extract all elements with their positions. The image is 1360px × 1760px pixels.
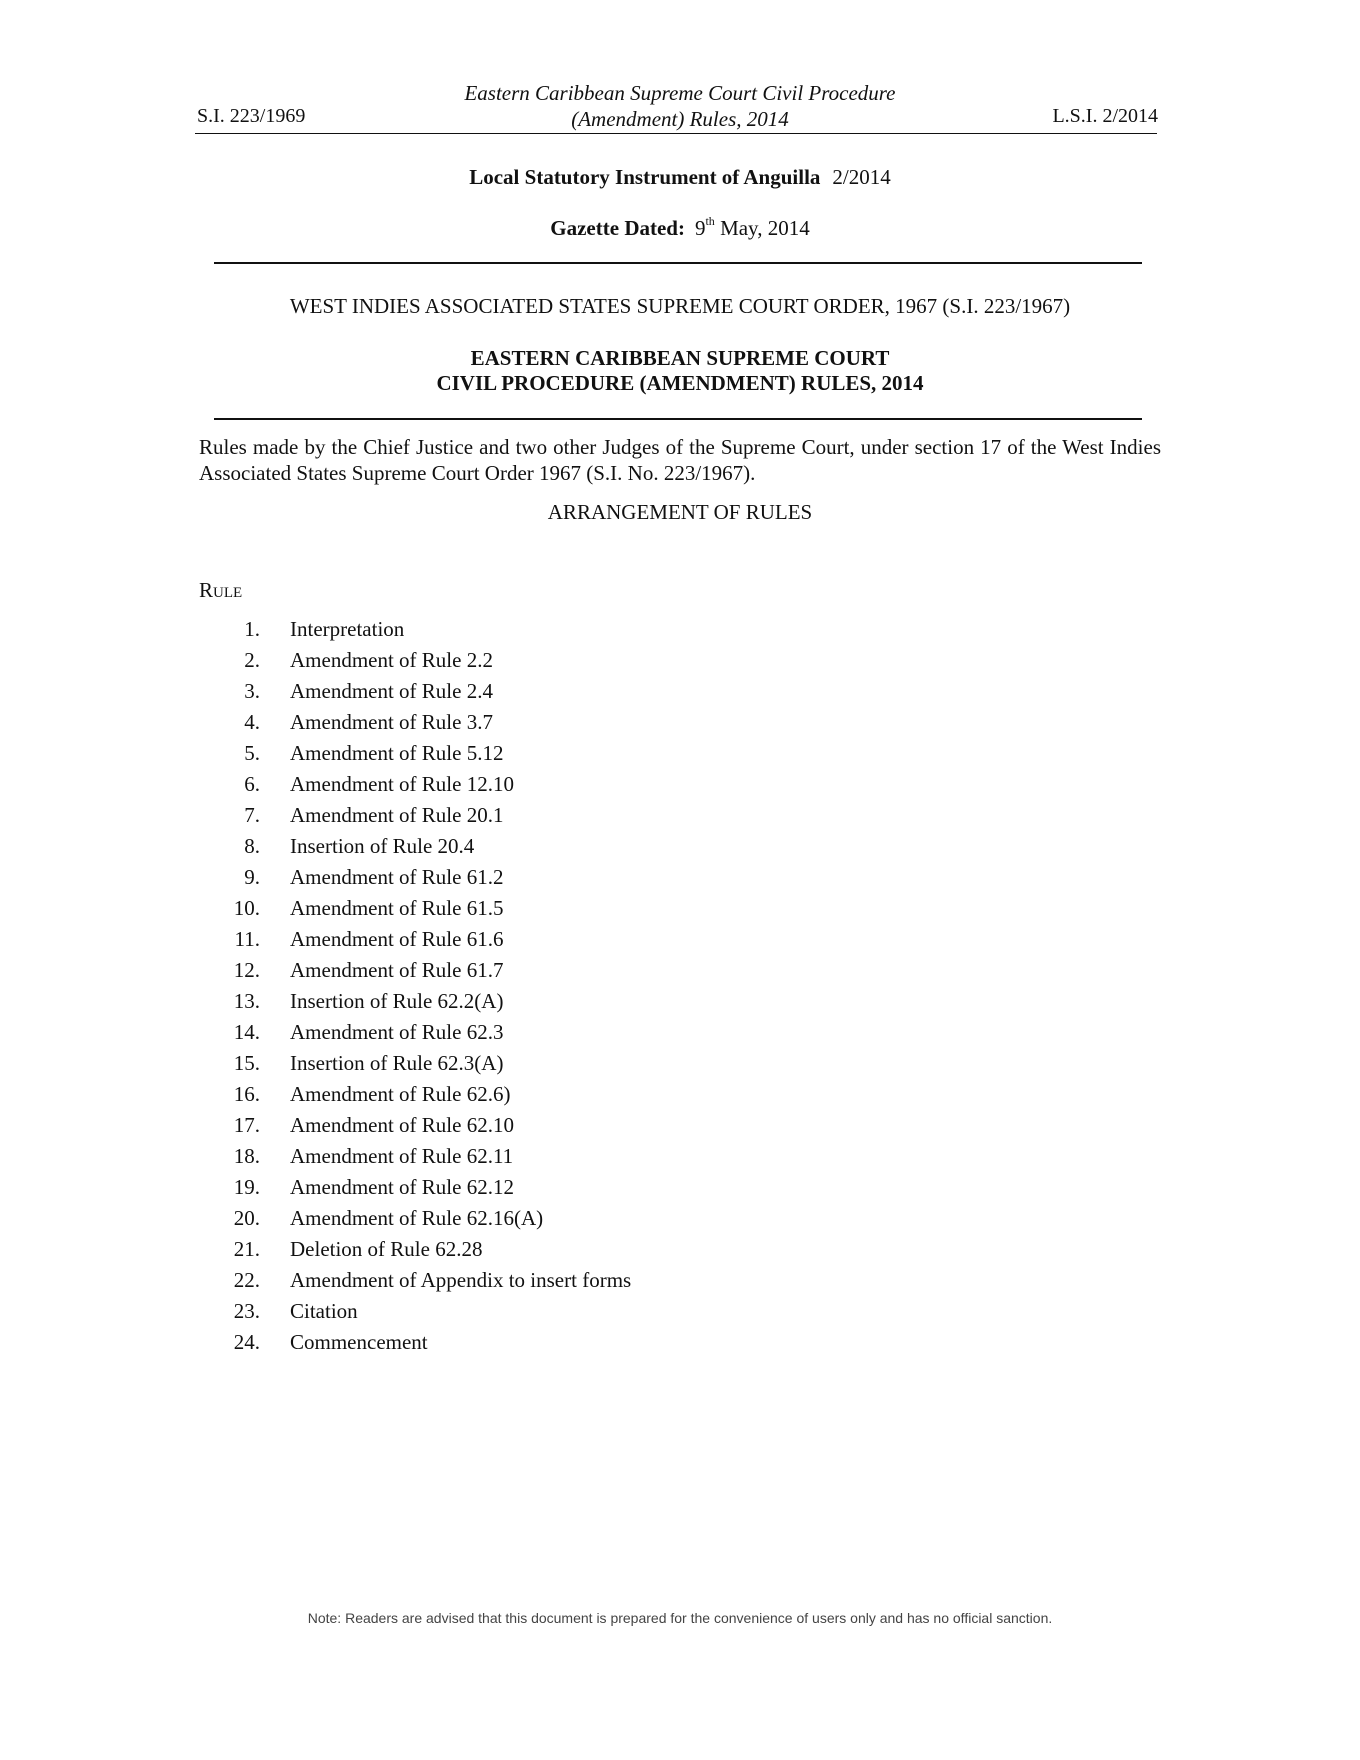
rule-list-item — [0, 925, 1360, 956]
rule-list-item — [0, 1111, 1360, 1142]
header-lsi-number: L.S.I. 2/2014 — [1052, 105, 1158, 127]
gazette-label: Gazette Dated: — [550, 216, 685, 240]
rule-number: 24. — [233, 1330, 260, 1354]
rule-number: 8. — [244, 834, 260, 858]
rules-title-line2: CIVIL PROCEDURE (AMENDMENT) RULES, 2014 — [436, 371, 924, 395]
rule-title: Interpretation — [290, 617, 405, 641]
rule-list-item — [0, 646, 1360, 677]
rule-title: Amendment of Appendix to insert forms — [290, 1268, 632, 1292]
rules-list — [0, 615, 1360, 1359]
rule-number: 3. — [244, 679, 260, 703]
rule-list-item — [0, 894, 1360, 925]
rule-number: 7. — [244, 803, 260, 827]
rule-list-item — [0, 615, 1360, 646]
order-title: WEST INDIES ASSOCIATED STATES SUPREME COURT ORDER, 1967 (S.I. 223/1967) — [289, 294, 1071, 318]
rule-title: Insertion of Rule 20.4 — [290, 834, 475, 858]
rule-number: 15. — [233, 1051, 260, 1075]
rule-title: Amendment of Rule 61.7 — [290, 958, 504, 982]
rule-list-item — [0, 1018, 1360, 1049]
rule-title: Amendment of Rule 62.10 — [290, 1113, 514, 1137]
rule-list-item — [0, 801, 1360, 832]
rule-title: Insertion of Rule 62.2(A) — [290, 989, 504, 1013]
rule-title: Amendment of Rule 12.10 — [290, 772, 514, 796]
rule-list-item — [0, 1297, 1360, 1328]
rule-number: 9. — [244, 865, 260, 889]
rule-title: Amendment of Rule 61.6 — [290, 927, 504, 951]
header-title-line1: Eastern Caribbean Supreme Court Civil Procedure — [464, 81, 896, 105]
rule-number: 14. — [233, 1020, 260, 1044]
arrangement-heading: ARRANGEMENT OF RULES — [547, 500, 813, 524]
rule-number: 5. — [244, 741, 260, 765]
rule-number: 13. — [233, 989, 260, 1013]
rule-list-item — [0, 1266, 1360, 1297]
gazette-day: 9 — [694, 216, 706, 240]
rule-title: Amendment of Rule 62.12 — [290, 1175, 514, 1199]
rule-title: Commencement — [290, 1330, 428, 1354]
gazette-day-suffix: th — [705, 214, 715, 228]
rule-list-item — [0, 863, 1360, 894]
rule-list-item — [0, 1235, 1360, 1266]
rule-title: Amendment of Rule 3.7 — [290, 710, 493, 734]
rule-number: 10. — [233, 896, 260, 920]
header-title-line2: (Amendment) Rules, 2014 — [571, 107, 789, 131]
rule-number: 2. — [244, 648, 260, 672]
rule-list-item — [0, 1049, 1360, 1080]
rule-list-item — [0, 1328, 1360, 1359]
rule-title: Amendment of Rule 62.3 — [290, 1020, 504, 1044]
rule-list-item — [0, 677, 1360, 708]
gazette-line — [200, 216, 1160, 241]
rule-number: 11. — [234, 927, 260, 951]
disclaimer-note: Note: Readers are advised that this document is prepared for the convenience of users only and has no official sanction. — [307, 1610, 1053, 1626]
rule-title: Amendment of Rule 61.5 — [290, 896, 504, 920]
rule-title: Amendment of Rule 2.4 — [290, 679, 493, 703]
instrument-label: Local Statutory Instrument of Anguilla — [469, 165, 821, 189]
rule-number: 17. — [233, 1113, 260, 1137]
rule-title: Amendment of Rule 62.11 — [290, 1144, 514, 1168]
rule-list-item — [0, 739, 1360, 770]
rule-list-item — [0, 1204, 1360, 1235]
rule-title: Amendment of Rule 62.6) — [290, 1082, 511, 1106]
rule-number: 18. — [233, 1144, 260, 1168]
rule-number: 22. — [233, 1268, 260, 1292]
rule-number: 20. — [233, 1206, 260, 1230]
header-si-number: S.I. 223/1969 — [197, 105, 306, 127]
preamble: Rules made by the Chief Justice and two other Judges of the Supreme Court, under section 17 of the West Indies Associated States Supreme Court Order 1967 (S.I. No. 223/1967). — [199, 435, 1161, 485]
instrument-number: 2/2014 — [832, 165, 891, 189]
rule-list-item — [0, 1080, 1360, 1111]
rule-list-item — [0, 956, 1360, 987]
rule-number: 6. — [244, 772, 260, 796]
rule-title: Amendment of Rule 61.2 — [290, 865, 504, 889]
instrument-line — [200, 165, 1160, 190]
rule-title: Citation — [290, 1299, 358, 1323]
rule-title: Amendment of Rule 5.12 — [290, 741, 504, 765]
gazette-date-rest: May, 2014 — [714, 216, 810, 240]
rule-list-item — [0, 708, 1360, 739]
header-divider — [195, 133, 1157, 134]
rule-list-item — [0, 770, 1360, 801]
rule-title: Deletion of Rule 62.28 — [290, 1237, 483, 1261]
section-divider-top — [214, 262, 1142, 264]
rule-number: 16. — [233, 1082, 260, 1106]
rule-list-item — [0, 1173, 1360, 1204]
rule-number: 4. — [244, 710, 260, 734]
rule-number: 1. — [244, 617, 260, 641]
rule-list-item — [0, 987, 1360, 1018]
rule-list-item — [0, 832, 1360, 863]
rule-number: 23. — [233, 1299, 260, 1323]
rule-number: 19. — [233, 1175, 260, 1199]
header-title — [440, 80, 920, 132]
rules-title — [200, 346, 1160, 396]
rule-title: Amendment of Rule 62.16(A) — [290, 1206, 544, 1230]
rule-column-label: Rule — [199, 578, 243, 602]
rules-title-line1: EASTERN CARIBBEAN SUPREME COURT — [470, 346, 890, 370]
rule-number: 12. — [233, 958, 260, 982]
rule-title: Amendment of Rule 2.2 — [290, 648, 493, 672]
section-divider-bottom — [214, 418, 1142, 420]
rule-list-item — [0, 1142, 1360, 1173]
rule-title: Insertion of Rule 62.3(A) — [290, 1051, 504, 1075]
rule-number: 21. — [233, 1237, 260, 1261]
rule-title: Amendment of Rule 20.1 — [290, 803, 504, 827]
